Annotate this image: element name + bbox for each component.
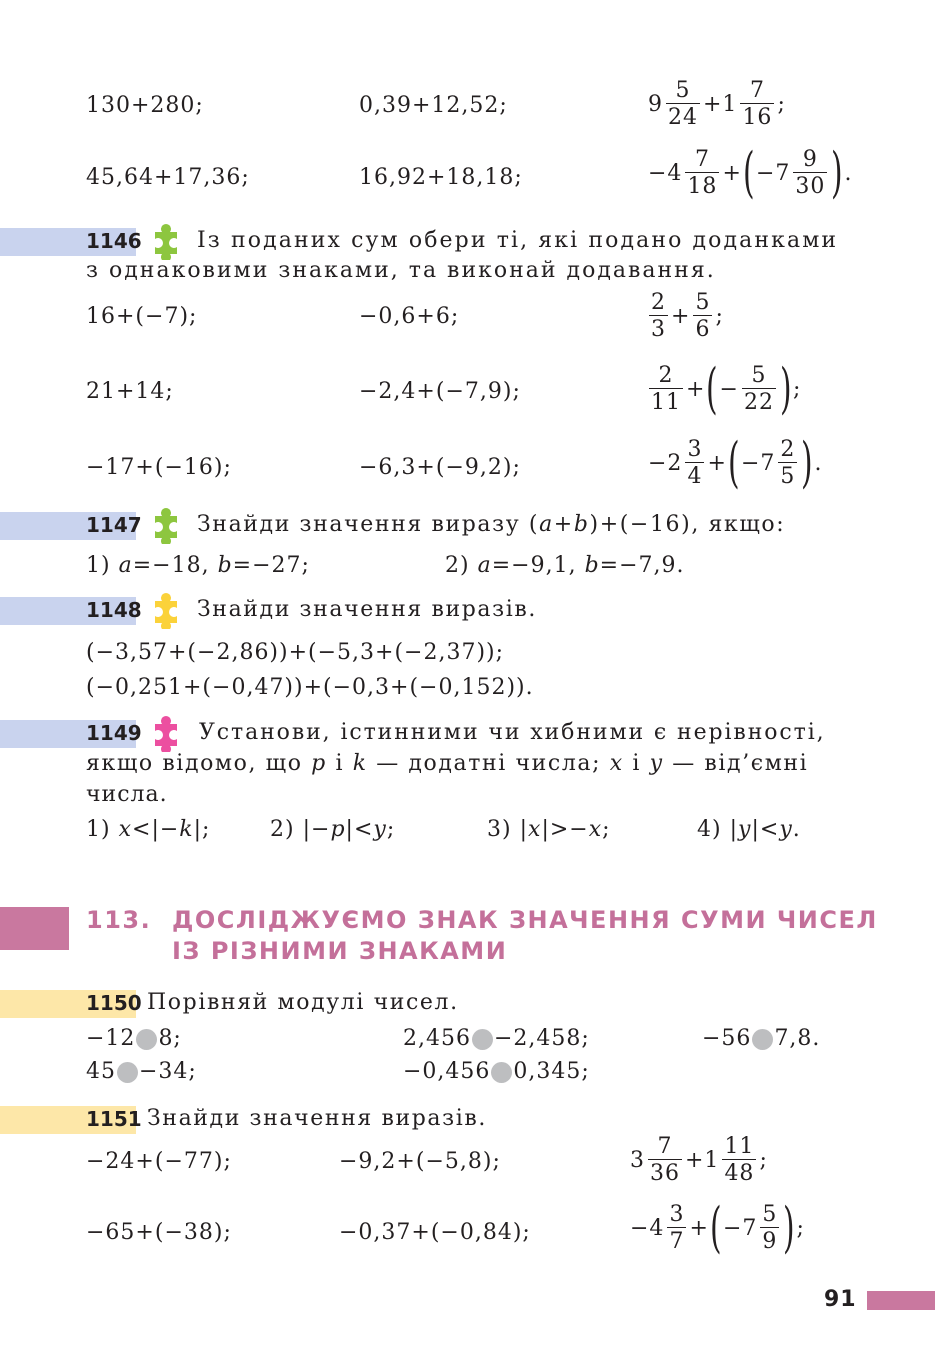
expr-1148-line1: (−3,57+(−2,86))+(−5,3+(−2,37));	[86, 640, 505, 665]
expr-1151-r2c2: −0,37+(−0,84);	[339, 1220, 531, 1245]
circle-placeholder-icon	[117, 1062, 138, 1083]
expr-1151-r1c3: 3 $\frac{7}{36}$ +1 $\frac{11}{48}$ ;	[630, 1134, 768, 1187]
task-text-1149-line1: Установи, істинними чи хибними є нерівності,	[199, 720, 826, 745]
fraction: $\frac{7}{16}$	[742, 78, 773, 131]
fraction: $\frac{3}{4}$	[687, 436, 703, 489]
page-number: 91	[824, 1287, 857, 1312]
expr-1146-r2c1: 21+14;	[86, 379, 174, 404]
fraction: $\frac{7}{36}$	[650, 1134, 680, 1187]
inequality-1: 1) x<|−k|;	[86, 817, 211, 842]
puzzle-piece-icon	[147, 222, 185, 260]
task-number-1148: 1148	[86, 598, 142, 622]
task-text-1147: Знайди значення виразу (a+b)+(−16), якщо:	[197, 512, 786, 537]
section-title-line1: ДОСЛІДЖУЄМО ЗНАК ЗНАЧЕННЯ СУМИ ЧИСЕЛ	[172, 906, 878, 934]
puzzle-piece-icon	[147, 591, 185, 629]
page-number-bar	[867, 1291, 935, 1310]
expr-top-r1c2: 0,39+12,52;	[359, 93, 508, 118]
compare-1150-a1: −12 8;	[86, 1026, 182, 1051]
fraction: $\frac{3}{7}$	[669, 1201, 685, 1254]
compare-1150-a2: 2,456 −2,458;	[403, 1026, 590, 1051]
compare-1150-b2: −0,456 0,345;	[403, 1059, 590, 1084]
fraction: $\frac{9}{30}$	[795, 146, 826, 199]
task-text-1151: Знайди значення виразів.	[147, 1106, 487, 1131]
whole-part: 9	[648, 91, 663, 117]
circle-placeholder-icon	[752, 1029, 773, 1050]
expr-1146-r3c1: −17+(−16);	[86, 455, 232, 480]
fraction: $\frac{5}{9}$	[762, 1201, 778, 1254]
expr-top-r2c3: −4 $\frac{7}{18}$ + ( −7 $\frac{9}{30}$ ) .	[648, 141, 853, 204]
circle-placeholder-icon	[491, 1062, 512, 1083]
fraction: $\frac{11}{48}$	[724, 1134, 755, 1187]
task-number-1147: 1147	[86, 513, 142, 537]
task-1147-part1: 1) a=−18, b=−27;	[86, 553, 310, 578]
inequality-3: 3) |x|>−x;	[487, 817, 611, 842]
expr-1146-r2c2: −2,4+(−7,9);	[359, 379, 521, 404]
fraction: $\frac{5}{24}$	[668, 78, 698, 131]
task-text-1148: Знайди значення виразів.	[197, 597, 537, 622]
circle-placeholder-icon	[472, 1029, 493, 1050]
fraction: $\frac{5}{22}$	[743, 362, 774, 415]
expr-1146-r2c3: $\frac{2}{11}$ + ( − $\frac{5}{22}$ ) ;	[651, 357, 802, 420]
expr-top-r1c1: 130+280;	[86, 93, 204, 118]
section-number: 113.	[86, 906, 152, 934]
inequality-2: 2) |−p|<y;	[270, 817, 396, 842]
expr-1146-r3c3: −2 $\frac{3}{4}$ + ( −7 $\frac{2}{5}$ ) .	[648, 431, 823, 494]
task-number-1146: 1146	[86, 229, 142, 253]
expr-1148-line2: (−0,251+(−0,47))+(−0,3+(−0,152)).	[86, 675, 534, 700]
task-text-1150: Порівняй модулі чисел.	[147, 990, 459, 1015]
expr-1146-r1c3: $\frac{2}{3}$ + $\frac{5}{6}$ ;	[651, 290, 724, 343]
section-title-line2: ІЗ РІЗНИМИ ЗНАКАМИ	[172, 937, 508, 965]
expr-1146-r1c1: 16+(−7);	[86, 304, 198, 329]
expr-1151-r2c3: −4 $\frac{3}{7}$ + ( −7 $\frac{5}{9}$ ) ;	[630, 1196, 805, 1259]
fraction: $\frac{7}{18}$	[687, 146, 718, 199]
compare-1150-b1: 45 −34;	[86, 1059, 197, 1084]
expr-top-r1c3: 9 $\frac{5}{24}$ +1 $\frac{7}{16}$ ;	[648, 78, 786, 131]
task-number-1150: 1150	[86, 991, 142, 1015]
expr-1146-r3c2: −6,3+(−9,2);	[359, 455, 521, 480]
expr-1151-r1c1: −24+(−77);	[86, 1149, 232, 1174]
puzzle-piece-icon	[147, 506, 185, 544]
expr-top-r2c1: 45,64+17,36;	[86, 165, 250, 190]
expr-1151-r2c1: −65+(−38);	[86, 1220, 232, 1245]
compare-1150-a3: −56 7,8.	[702, 1026, 821, 1051]
expr-1151-r1c2: −9,2+(−5,8);	[339, 1149, 501, 1174]
task-number-1149: 1149	[86, 721, 142, 745]
task-text-1146-line2: з однаковими знаками, та виконай додавання.	[86, 258, 716, 283]
fraction: $\frac{2}{3}$	[651, 290, 666, 343]
task-1147-part2: 2) a=−9,1, b=−7,9.	[445, 553, 685, 578]
task-text-1146-line1: Із поданих сум обери ті, які подано доданками	[197, 228, 839, 253]
fraction: $\frac{5}{6}$	[695, 290, 711, 343]
task-text-1149-line3: числа.	[86, 782, 168, 807]
puzzle-piece-icon	[147, 714, 185, 752]
section-marker-bar	[0, 907, 69, 950]
inequality-4: 4) |y|<y.	[697, 817, 801, 842]
circle-placeholder-icon	[136, 1029, 157, 1050]
expr-1146-r1c2: −0,6+6;	[359, 304, 460, 329]
expr-top-r2c2: 16,92+18,18;	[359, 165, 523, 190]
fraction: $\frac{2}{5}$	[780, 436, 796, 489]
task-number-1151: 1151	[86, 1107, 142, 1131]
fraction: $\frac{2}{11}$	[651, 362, 681, 415]
task-text-1149-line2: якщо відомо, що p і k — додатні числа; x і y — від’ємні	[86, 751, 809, 776]
